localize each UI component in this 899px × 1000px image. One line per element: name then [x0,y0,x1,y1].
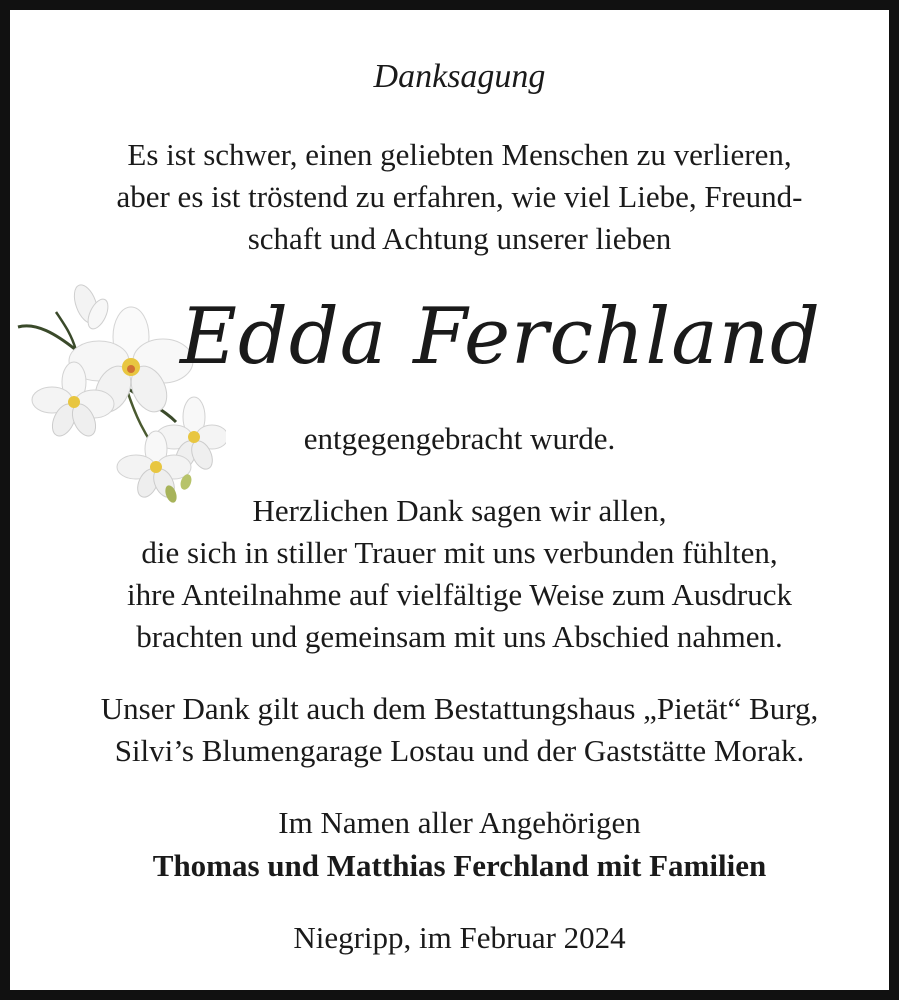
special-thanks-line: Silvi’s Blumengarage Lostau und der Gaststätte Morak. [114,733,805,768]
deceased-name: Edda Ferchland [180,292,821,382]
on-behalf-line: Im Namen aller Angehörigen [278,805,641,840]
thanks-line: die sich in stiller Trauer mit uns verbunden fühlten, [141,535,778,570]
after-name-line: entgegengebracht wurde. [303,421,616,456]
intro-line: schaft und Achtung unserer lieben [247,221,672,256]
intro-line: aber es ist tröstend zu erfahren, wie viel Liebe, Freund- [116,179,803,214]
thanks-line: Herzlichen Dank sagen wir allen, [252,493,667,528]
thanks-line: ihre Anteilnahme auf vielfältige Weise zum Ausdruck [127,577,792,612]
special-thanks-line: Unser Dank gilt auch dem Bestattungshaus „Pietät“ Burg, [100,691,819,726]
signatories: Thomas und Matthias Ferchland mit Familien [152,848,767,883]
heading: Danksagung [373,58,546,95]
thanks-line: brachten und gemeinsam mit uns Abschied nahmen. [136,619,783,654]
intro-line: Es ist schwer, einen geliebten Menschen zu verlieren, [127,137,792,172]
place-date: Niegripp, im Februar 2024 [293,920,626,955]
